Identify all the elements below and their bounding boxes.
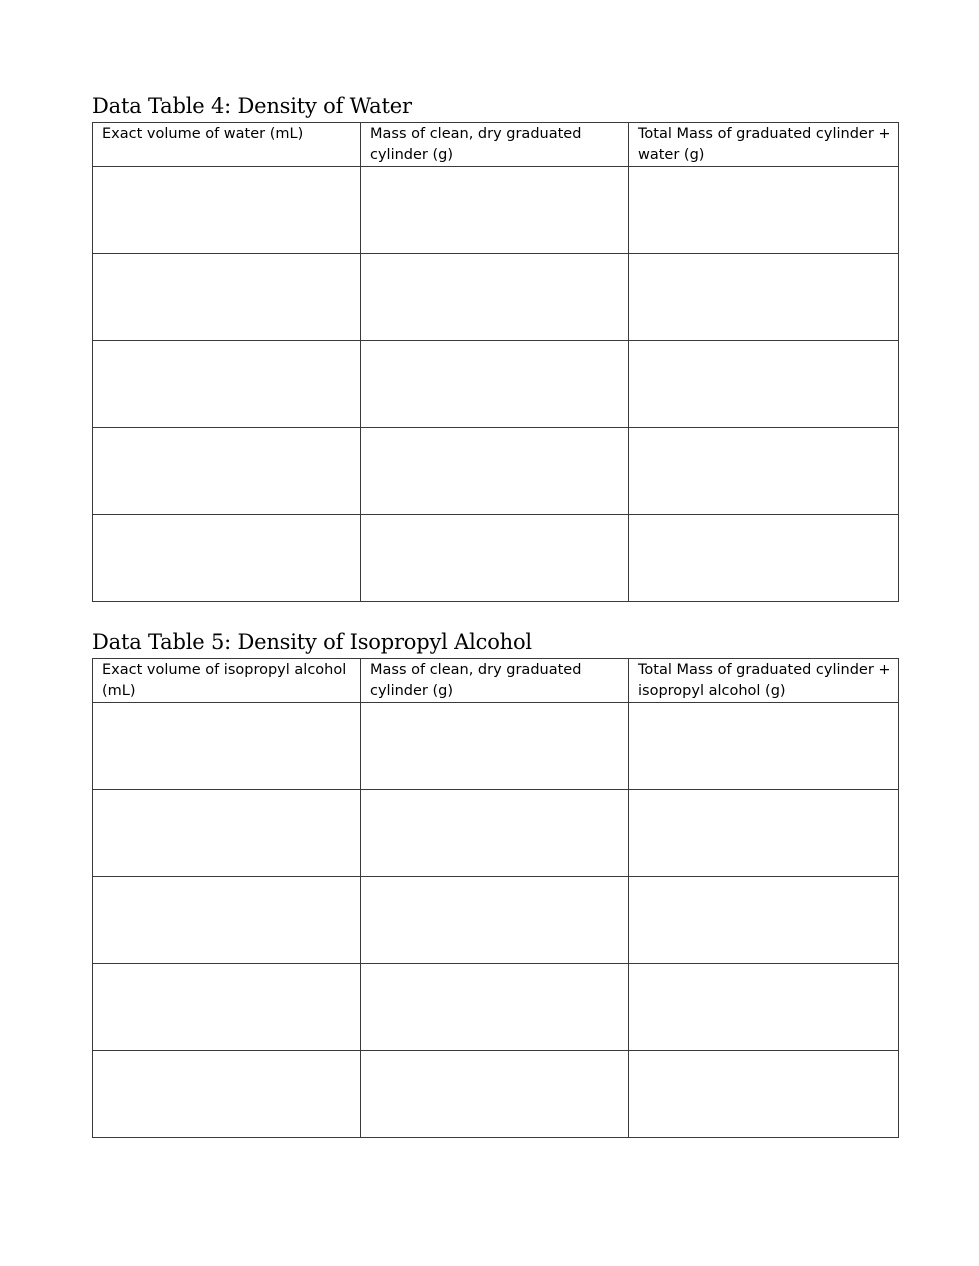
table-cell[interactable]	[93, 964, 361, 1051]
table-cell[interactable]	[93, 428, 361, 515]
table-cell[interactable]	[361, 254, 629, 341]
column-header-empty-cylinder-mass: Mass of clean, dry graduated cylinder (g)	[361, 659, 629, 703]
table-cell[interactable]	[629, 341, 899, 428]
density-of-isopropyl-alcohol-table	[92, 658, 899, 1138]
table-cell[interactable]	[361, 1051, 629, 1138]
table-cell[interactable]	[629, 703, 899, 790]
table-title: Data Table 5: Density of Isopropyl Alcohol	[92, 630, 532, 654]
density-of-water-table	[92, 122, 899, 602]
data-table-5-section	[92, 628, 898, 1138]
table-cell[interactable]	[93, 254, 361, 341]
table-cell[interactable]	[93, 703, 361, 790]
table-cell[interactable]	[361, 341, 629, 428]
table-cell[interactable]	[629, 167, 899, 254]
table-cell[interactable]	[629, 428, 899, 515]
table-header-row	[93, 123, 899, 167]
column-header-empty-cylinder-mass: Mass of clean, dry graduated cylinder (g)	[361, 123, 629, 167]
table-cell[interactable]	[93, 1051, 361, 1138]
table-cell[interactable]	[93, 877, 361, 964]
table-row	[93, 515, 899, 602]
table-cell[interactable]	[629, 964, 899, 1051]
table-cell[interactable]	[629, 515, 899, 602]
table-cell[interactable]	[93, 341, 361, 428]
table-title: Data Table 4: Density of Water	[92, 94, 412, 118]
table-row	[93, 703, 899, 790]
table-cell[interactable]	[361, 703, 629, 790]
table-row	[93, 428, 899, 515]
table-cell[interactable]	[361, 790, 629, 877]
table-row	[93, 341, 899, 428]
table-row	[93, 167, 899, 254]
table-row	[93, 254, 899, 341]
table-cell[interactable]	[361, 428, 629, 515]
table-cell[interactable]	[361, 964, 629, 1051]
table-header-row	[93, 659, 899, 703]
table-cell[interactable]	[629, 877, 899, 964]
table-row	[93, 790, 899, 877]
column-header-volume: Exact volume of water (mL)	[93, 123, 361, 167]
table-cell[interactable]	[361, 167, 629, 254]
table-cell[interactable]	[361, 515, 629, 602]
table-cell[interactable]	[361, 877, 629, 964]
table-cell[interactable]	[93, 790, 361, 877]
column-header-total-mass: Total Mass of graduated cylinder + water (g)	[629, 123, 899, 167]
table-cell[interactable]	[629, 1051, 899, 1138]
column-header-volume: Exact volume of isopropyl alcohol (mL)	[93, 659, 361, 703]
table-cell[interactable]	[93, 515, 361, 602]
column-header-total-mass: Total Mass of graduated cylinder + isopropyl alcohol (g)	[629, 659, 899, 703]
table-row	[93, 1051, 899, 1138]
table-cell[interactable]	[629, 254, 899, 341]
data-table-4-section	[92, 92, 898, 602]
table-row	[93, 964, 899, 1051]
table-row	[93, 877, 899, 964]
table-cell[interactable]	[629, 790, 899, 877]
table-cell[interactable]	[93, 167, 361, 254]
